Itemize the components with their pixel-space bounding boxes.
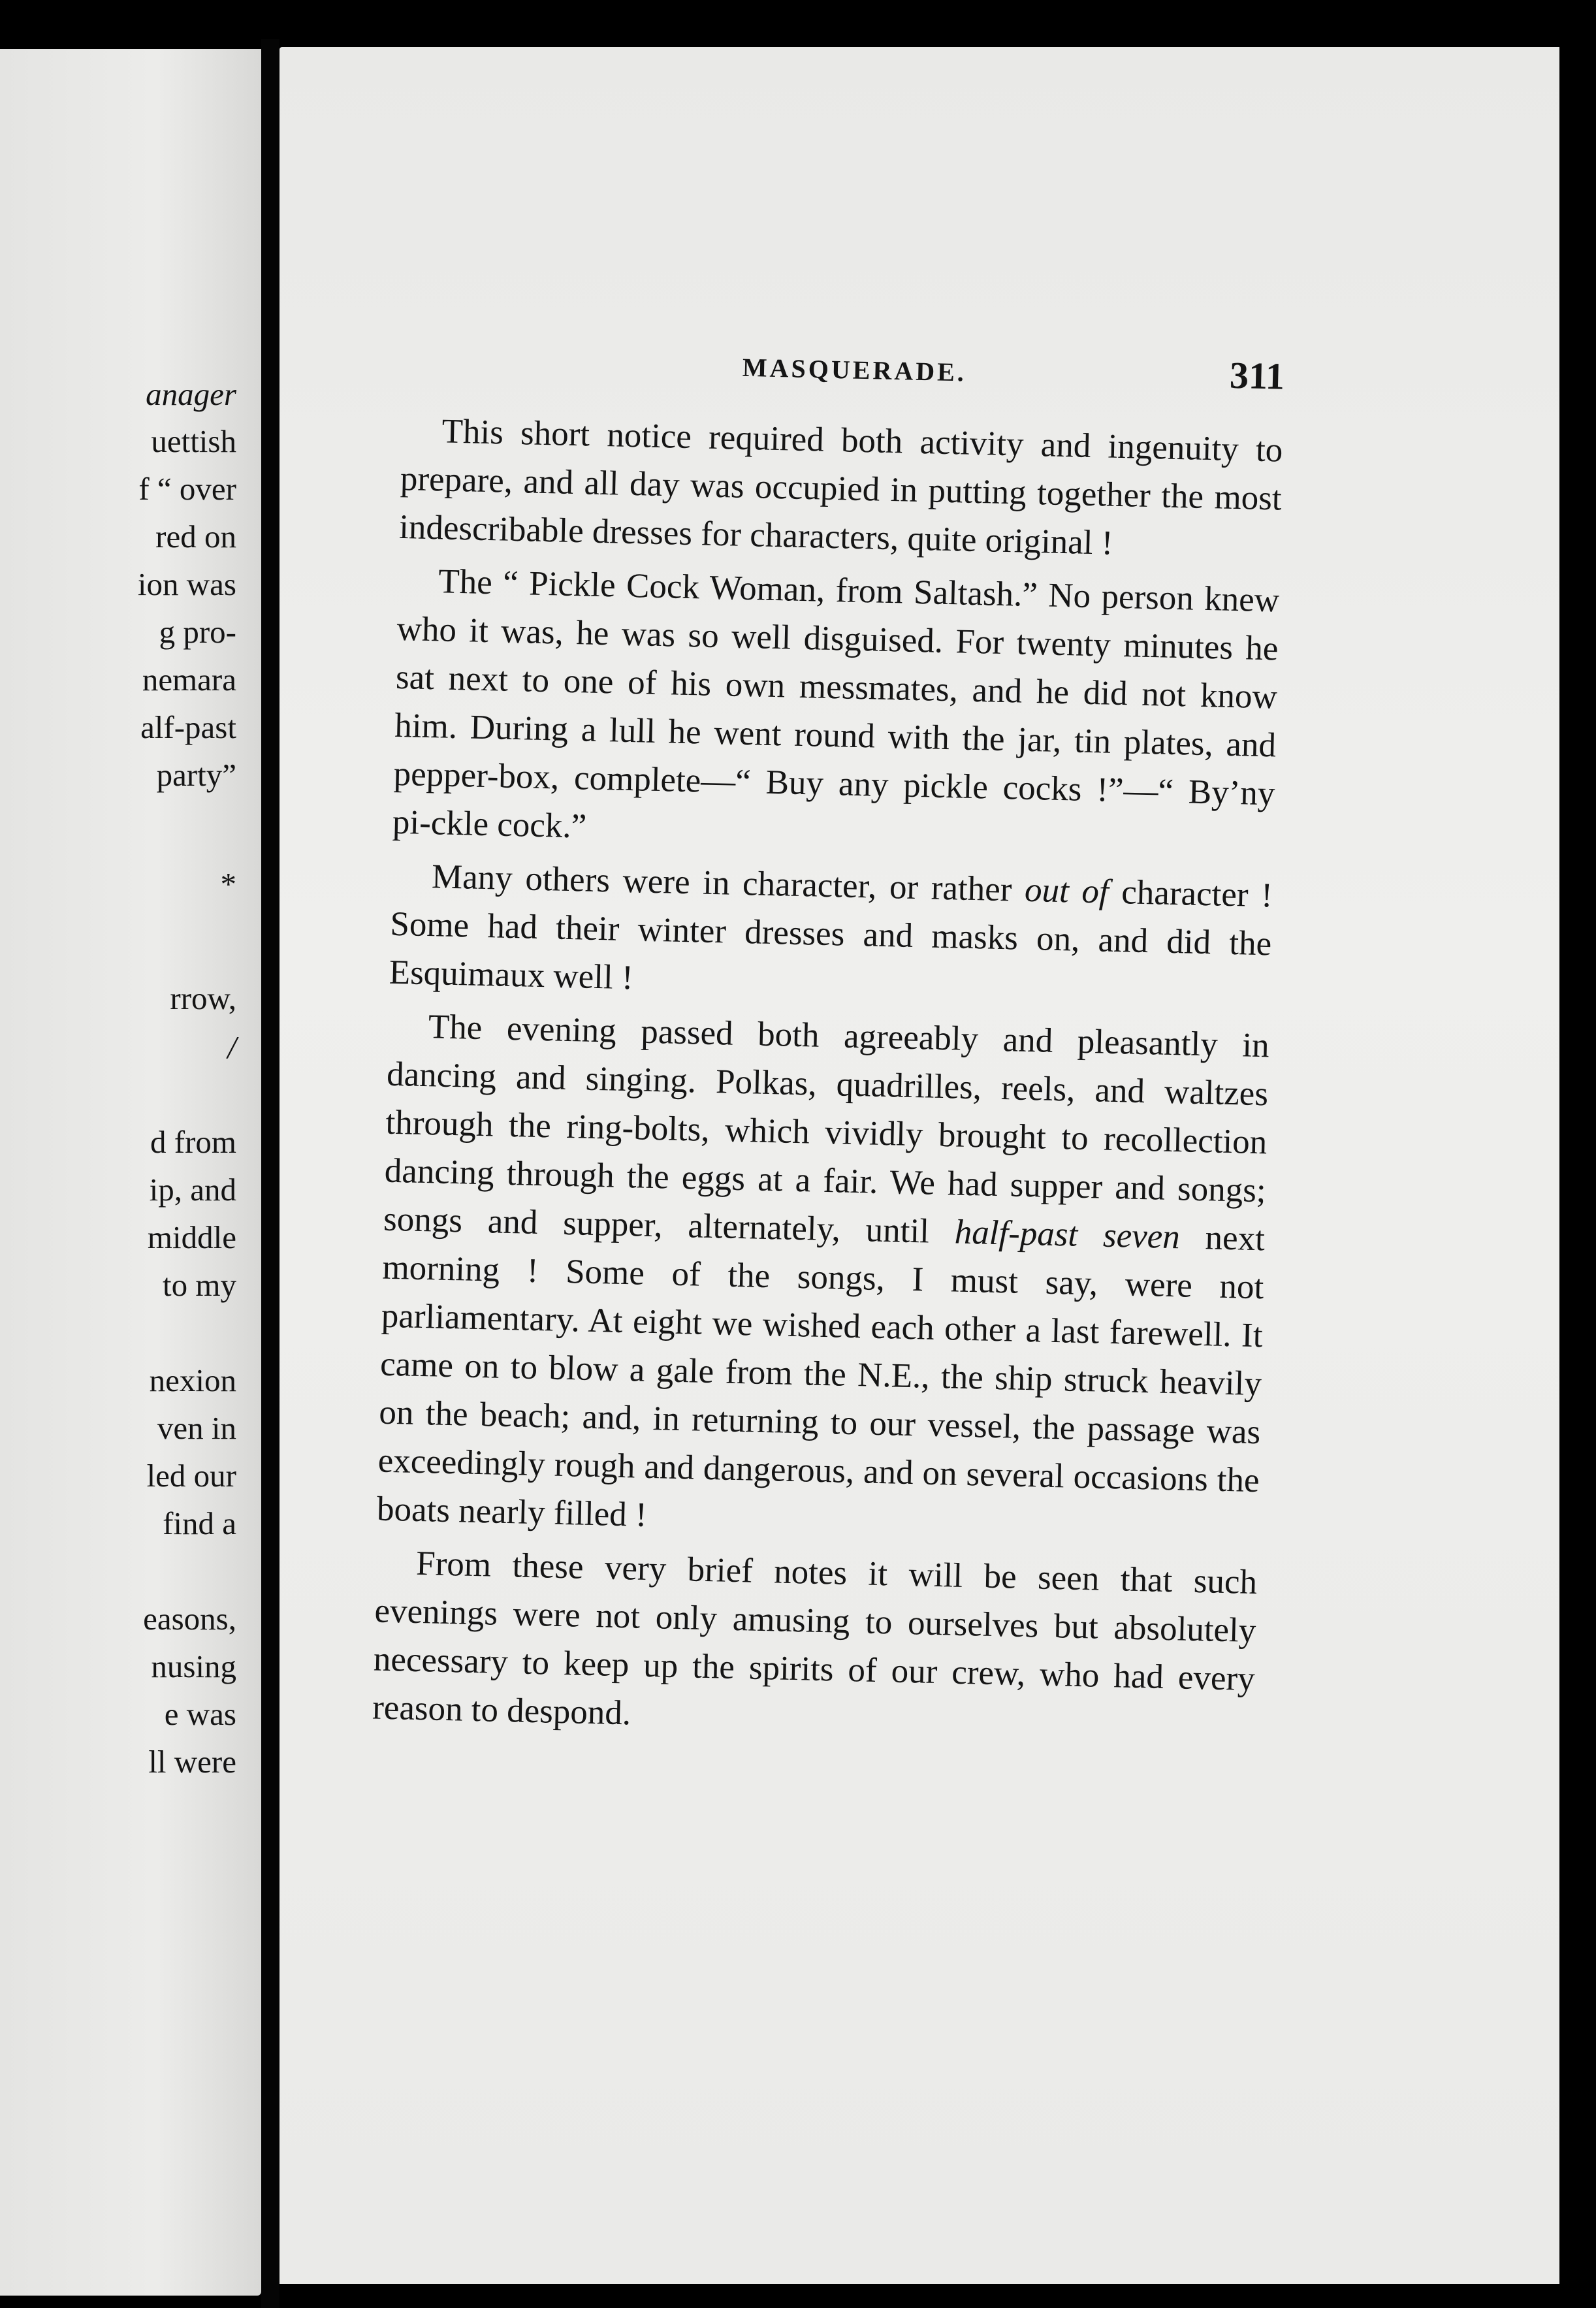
body-text [372, 406, 1551, 1757]
paragraph [376, 1002, 1269, 1553]
left-page-line-fragment: easons, [143, 1601, 236, 1637]
left-page-line-fragment: g pro- [159, 614, 236, 650]
left-page-line-fragment: rrow, [170, 980, 236, 1016]
left-page-line-fragment: nemara [142, 662, 236, 697]
left-page-line-fragment: nusing [151, 1648, 236, 1684]
paragraph [398, 406, 1283, 571]
left-page-line-fragment: uettish [151, 423, 236, 459]
text-run: This short notice required both activity and ingenuity to prepare, and all day was occupied in putting together the most indescribable dresses for characters, quite original ! [398, 412, 1283, 562]
paragraph [392, 556, 1280, 867]
left-page-line-fragment: led our [146, 1458, 236, 1494]
left-page-line-fragment: anager [146, 376, 236, 412]
book-gutter [261, 39, 279, 2308]
left-page-line-fragment: ion was [137, 566, 236, 602]
left-page-line-fragment: alf-past [140, 709, 236, 745]
left-page-line-fragment: ven in [157, 1410, 236, 1446]
italic-text: half-past seven [954, 1213, 1181, 1257]
text-run: The evening passed both agreeably and pleasantly in dancing and singing. Polkas, quadrilles, reels, and waltzes through the ring-bolts, which vividly brought to recollection dancing through the eggs at a fair. We had supper and songs; songs and supper, alternately, until [383, 1008, 1270, 1251]
text-run: The “ Pickle Cock Woman, from Saltash.” No person knew who it was, he was so well disguised. For twenty minutes he sat next to one of his own messmates, and he did not know him. During a lull he went round with the jar, tin plates, and pepper-box, complete—“ Buy any pickle cocks !”—“ By’ny pi-ckle cock.” [392, 562, 1280, 846]
text-run: From these very brief notes it will be seen that such evenings were not only amusing to ourselves but absolutely necessary to keep up the spirits of our crew, who had every reason to despond. [372, 1544, 1258, 1733]
running-title: MASQUERADE. [742, 352, 967, 387]
left-page-line-fragment: to my [163, 1267, 236, 1303]
left-page-line-fragment: find a [163, 1505, 236, 1541]
left-page-line-fragment: e was [164, 1696, 236, 1732]
left-page-line-fragment: ip, and [149, 1172, 236, 1208]
left-page-line-fragment: red on [155, 519, 236, 554]
italic-text: out of [1024, 871, 1109, 911]
paragraph [389, 852, 1273, 1017]
left-page-line-fragment: f “ over [138, 471, 236, 507]
left-page-line-fragment: / [227, 1029, 236, 1065]
left-page-line-fragment: * [220, 866, 236, 902]
left-page-line-fragment: nexion [149, 1362, 236, 1398]
left-page-line-fragment: party” [156, 757, 236, 793]
left-page-line-fragment: middle [147, 1219, 236, 1255]
left-page-line-fragment: d from [150, 1124, 236, 1160]
paragraph [372, 1539, 1257, 1752]
left-page-line-fragment: ll were [148, 1744, 236, 1780]
text-run: Many others were in character, or rather [431, 857, 1025, 909]
text-run: next morning ! Some of the songs, I must say, were not parliamentary. At eight we wished each other a last farewell. It came on to blow a gale from the N.E., the ship struck heavily on the beach; and, in returning to our vessel, the passage was exceedingly rough and dangerous, and on several occasions the boats nearly filled ! [376, 1218, 1266, 1534]
page-number: 311 [1229, 353, 1285, 398]
right-page [279, 47, 1559, 2284]
page-text-block [372, 334, 1552, 1763]
left-page-fragment [0, 49, 261, 2296]
text-run: character ! Some had their winter dresses and masks on, and did the Esquimaux well ! [389, 873, 1273, 997]
